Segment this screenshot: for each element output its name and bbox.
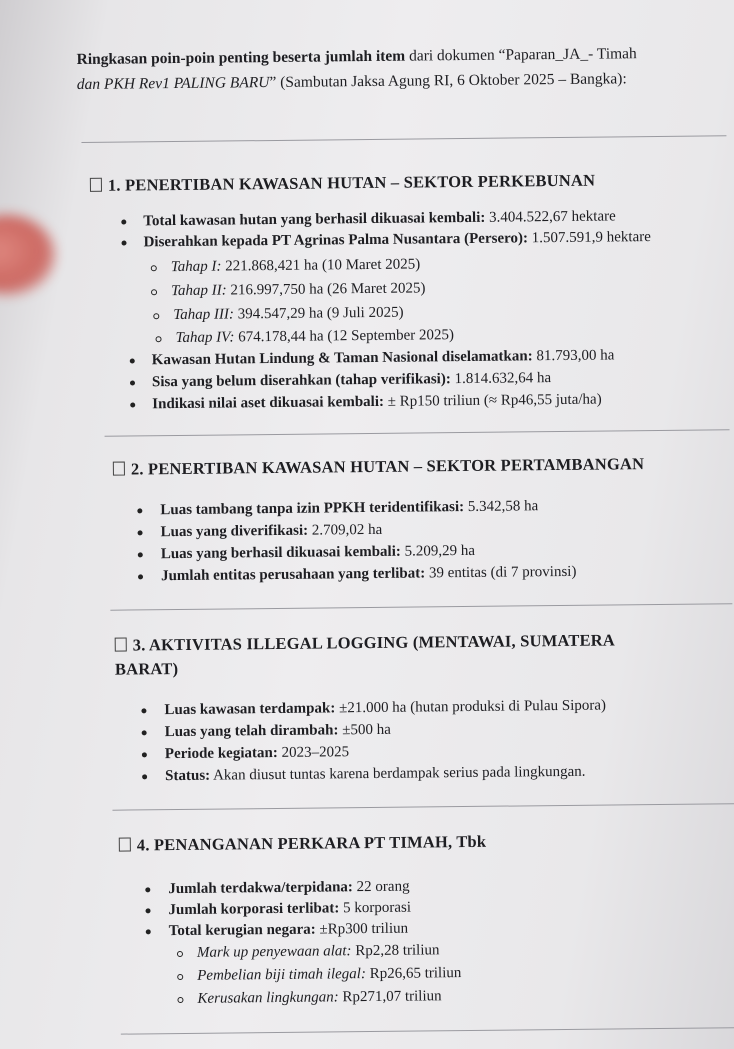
- bullet-icon: [122, 241, 127, 246]
- divider: [110, 603, 732, 611]
- intro-line2-rest: ” (Sambutan Jaksa Agung RI, 6 Oktober 2025 – Bangka):: [269, 70, 627, 92]
- divider: [112, 803, 734, 811]
- section-1-subitem-2: Tahap II: 216.997,750 ha (26 Maret 2025): [170, 280, 426, 300]
- bullet-icon: [142, 774, 147, 779]
- section-1-item-1: Total kawasan hutan yang berhasil dikuasai kembali: 3.404.522,67 hektare: [143, 208, 616, 230]
- bullet-icon: [130, 380, 135, 385]
- bullet-icon: [138, 574, 143, 579]
- circle-bullet-icon: [153, 313, 159, 319]
- bullet-icon: [130, 358, 135, 363]
- section-1-item-4: Sisa yang belum diserahkan (tahap verifikasi): 1.814.632,64 ha: [151, 370, 552, 391]
- bullet-icon: [138, 530, 143, 535]
- section-2-item-4: Jumlah entitas perusahaan yang terlibat: 39 entitas (di 7 provinsi): [160, 563, 577, 585]
- section-3-item-3: Periode kegiatan: 2023–2025: [164, 744, 350, 763]
- circle-bullet-icon: [151, 265, 157, 271]
- intro-line2-italic: dan PKH Rev1 PALING BARU: [76, 74, 270, 94]
- intro-lead-bold: Ringkasan poin-poin penting beserta jumlah item: [76, 47, 406, 69]
- checkbox-glyph-icon: [119, 838, 131, 852]
- intro-lead-rest: dari dokumen “Paparan_JA_- Timah: [405, 45, 637, 65]
- bullet-icon: [146, 929, 151, 934]
- bullet-icon: [146, 908, 151, 913]
- section-1-item-3: Kawasan Hutan Lindung & Taman Nasional diselamatkan: 81.793,00 ha: [151, 347, 615, 369]
- divider: [81, 135, 726, 143]
- section-4-item-2: Jumlah korporasi terlibat: 5 korporasi: [168, 899, 412, 919]
- checkbox-glyph-icon: [115, 638, 127, 652]
- section-3-title: 3. AKTIVITAS ILLEGAL LOGGING (MENTAWAI, SUMATERA BARAT): [114, 630, 616, 679]
- circle-bullet-icon: [151, 289, 157, 295]
- section-2-title: 2. PENERTIBAN KAWASAN HUTAN – SEKTOR PERTAMBANGAN: [113, 452, 645, 482]
- checkbox-glyph-icon: [113, 462, 125, 476]
- section-1-item-2: Diserahkan kepada PT Agrinas Palma Nusantara (Persero): 1.507.591,9 hektare: [143, 229, 651, 251]
- section-4-subitem-2: Pembelian biji timah ilegal: Rp26,65 triliun: [197, 965, 462, 984]
- divider: [105, 429, 730, 437]
- intro-paragraph: [76, 40, 716, 97]
- section-1-subitem-1: Tahap I: 221.868,421 ha (10 Maret 2025): [170, 256, 421, 276]
- section-3-item-2: Luas yang telah dirambah: ±500 ha: [164, 721, 391, 741]
- section-1-subitem-4: Tahap IV: 674.178,44 ha (12 September 2025): [175, 327, 455, 347]
- section-4-subitem-1: Mark up penyewaan alat: Rp2,28 triliun: [196, 942, 440, 961]
- bullet-icon: [142, 752, 147, 757]
- circle-bullet-icon: [177, 974, 183, 980]
- section-4-item-1: Jumlah terdakwa/terpidana: 22 orang: [168, 878, 410, 898]
- section-1-subitem-3: Tahap III: 394.547,29 ha (9 Juli 2025): [173, 304, 404, 324]
- section-4-item-3: Total kerugian negara: ±Rp300 triliun: [168, 920, 409, 940]
- bullet-icon: [121, 220, 126, 225]
- section-2-item-1: Luas tambang tanpa izin PPKH teridentifikasi: 5.342,58 ha: [160, 498, 539, 519]
- bullet-icon: [138, 552, 143, 557]
- section-2-item-3: Luas yang berhasil dikuasai kembali: 5.209,29 ha: [160, 542, 476, 563]
- section-4-title: 4. PENANGANAN PERKARA PT TIMAH, Tbk: [119, 830, 487, 858]
- bullet-icon: [137, 508, 142, 513]
- circle-bullet-icon: [177, 951, 183, 957]
- bullet-icon: [142, 730, 147, 735]
- circle-bullet-icon: [156, 336, 162, 342]
- bullet-icon: [145, 887, 150, 892]
- section-1-title: 1. PENERTIBAN KAWASAN HUTAN – SEKTOR PERKEBUNAN: [90, 169, 595, 198]
- section-3-item-1: Luas kawasan terdampak: ±21.000 ha (hutan produksi di Pulau Sipora): [164, 697, 607, 719]
- section-3-item-4: Status: Akan diusut tuntas karena berdampak serius pada lingkungan.: [165, 763, 586, 785]
- circle-bullet-icon: [177, 997, 183, 1003]
- section-1-item-5: Indikasi nilai aset dikuasai kembali: ± Rp150 triliun (≈ Rp46,55 juta/ha): [152, 391, 602, 413]
- bullet-icon: [141, 708, 146, 713]
- section-4-subitem-3: Kerusakan lingkungan: Rp271,07 triliun: [197, 988, 442, 1007]
- checkbox-glyph-icon: [90, 178, 102, 192]
- divider: [121, 1027, 734, 1034]
- section-2-item-2: Luas yang diverifikasi: 2.709,02 ha: [160, 521, 383, 541]
- bullet-icon: [130, 402, 135, 407]
